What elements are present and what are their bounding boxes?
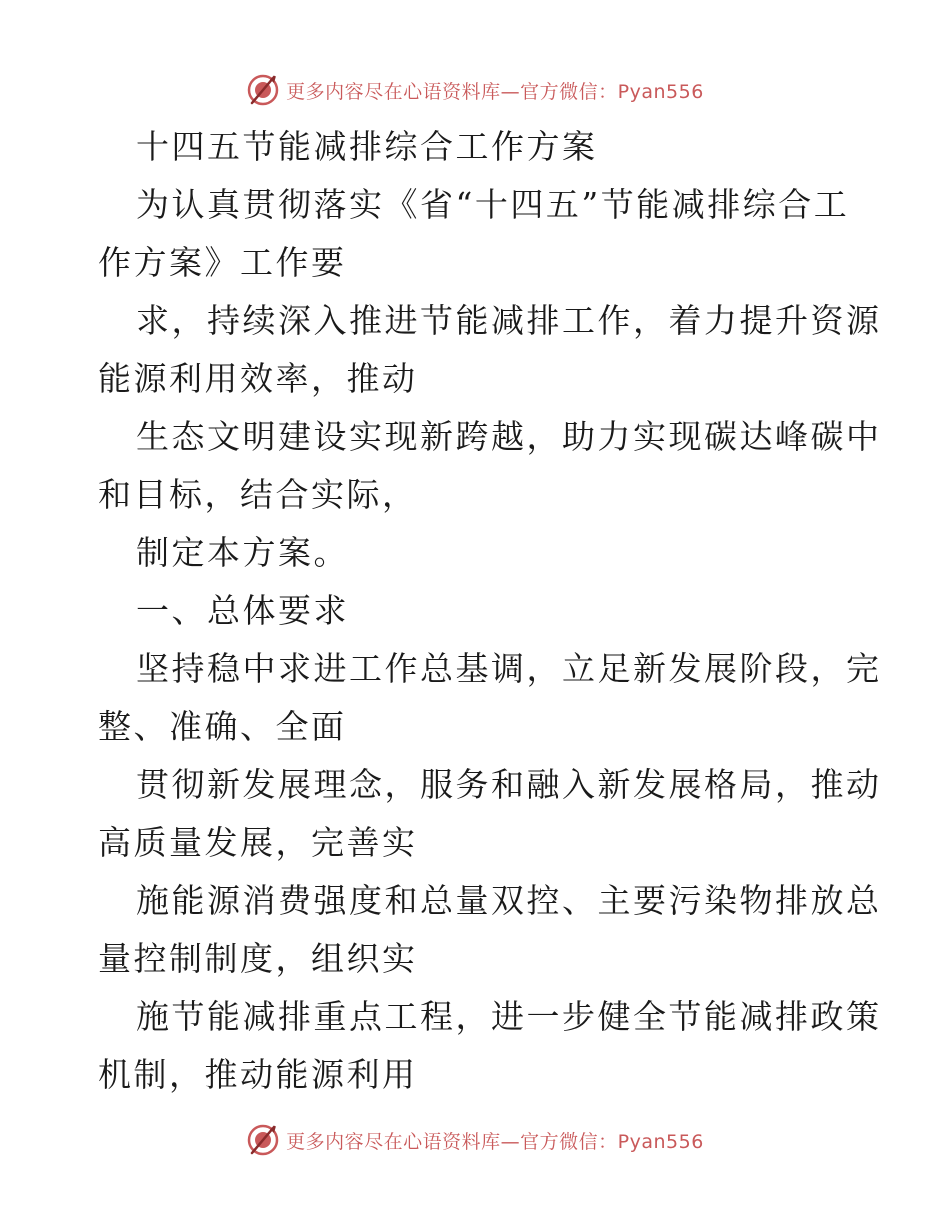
header-banner-text: 更多内容尽在心语资料库—官方微信：Pyan556 [286, 80, 704, 103]
text-line: 一、总体要求 [136, 591, 349, 630]
text-line: 量控制制度，组织实 [98, 939, 418, 978]
footer-banner-text: 更多内容尽在心语资料库—官方微信：Pyan556 [286, 1130, 704, 1153]
text-line: 施能源消费强度和总量双控、主要污染物排放总 [136, 881, 882, 920]
text-line: 坚持稳中求进工作总基调，立足新发展阶段，完 [136, 649, 882, 688]
document-paragraphs [98, 176, 882, 1104]
text-line: 施节能减排重点工程，进一步健全节能减排政策 [136, 997, 882, 1036]
footer-banner [0, 1120, 950, 1160]
text-line: 整、准确、全面 [98, 707, 347, 746]
text-line: 制定本方案。 [136, 533, 349, 572]
document-body [98, 118, 882, 1104]
document-title: 十四五节能减排综合工作方案 [136, 127, 598, 166]
text-line: 生态文明建设实现新跨越，助力实现碳达峰碳中 [136, 417, 882, 456]
quill-seal-icon [246, 73, 280, 107]
text-line: 为认真贯彻落实《省“十四五”节能减排综合工 [136, 185, 850, 224]
text-line: 能源利用效率，推动 [98, 359, 418, 398]
text-line: 求，持续深入推进节能减排工作，着力提升资源 [136, 301, 882, 340]
text-line: 作方案》工作要 [98, 243, 347, 282]
header-banner [0, 70, 950, 110]
quill-seal-icon [246, 1123, 280, 1157]
text-line: 贯彻新发展理念，服务和融入新发展格局，推动 [136, 765, 882, 804]
text-line: 机制，推动能源利用 [98, 1055, 418, 1094]
text-line: 和目标，结合实际， [98, 475, 418, 514]
text-line: 高质量发展，完善实 [98, 823, 418, 862]
